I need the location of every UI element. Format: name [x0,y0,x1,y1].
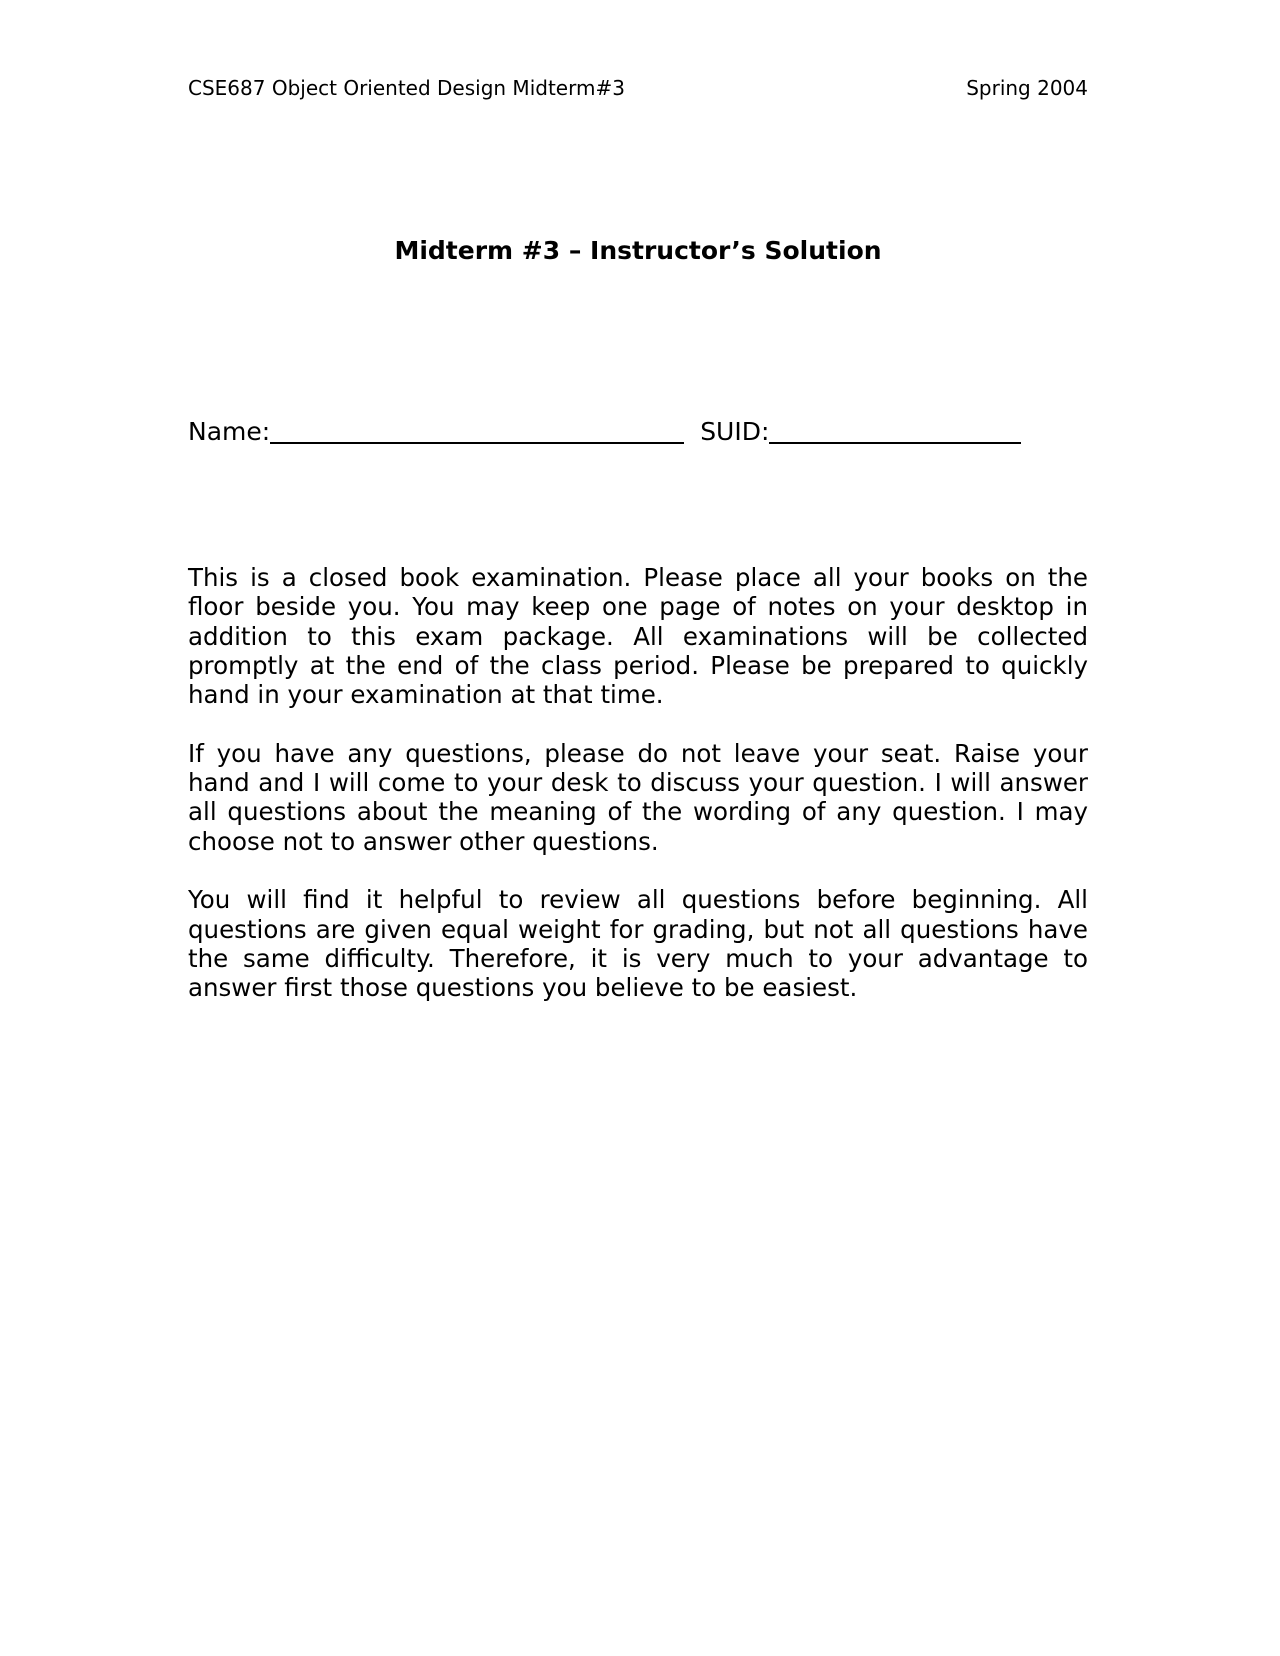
document-title: Midterm #3 – Instructor’s Solution [394,236,882,265]
name-label: Name: [188,417,271,446]
identification-row [188,414,1021,450]
instruction-paragraph: If you have any questions, please do not leave your seat. Raise your hand and I will come to your desk to discuss your question. I will answer all questions about the meaning of the wording of any question. I may choose not to answer other questions. [188,738,1088,856]
instructions-section [188,563,1088,1032]
term-label: Spring 2004 [966,76,1088,100]
course-title: CSE687 Object Oriented Design Midterm#3 [188,76,625,100]
page-header [188,74,1088,102]
suid-blank-line [769,414,1021,444]
suid-label: SUID: [700,417,770,446]
name-blank-line [270,414,684,444]
instruction-paragraph: This is a closed book examination. Please place all your books on the floor beside you. You may keep one page of notes on your desktop in addition to this exam package. All examinations will be collected promptly at the end of the class period. Please be prepared to quickly hand in your examination at that time. [188,563,1088,710]
instruction-paragraph: You will find it helpful to review all questions before beginning. All questions are given equal weight for grading, but not all questions have the same difficulty. Therefore, it is very much to your advantage to answer first those questions you believe to be easiest. [188,885,1088,1003]
